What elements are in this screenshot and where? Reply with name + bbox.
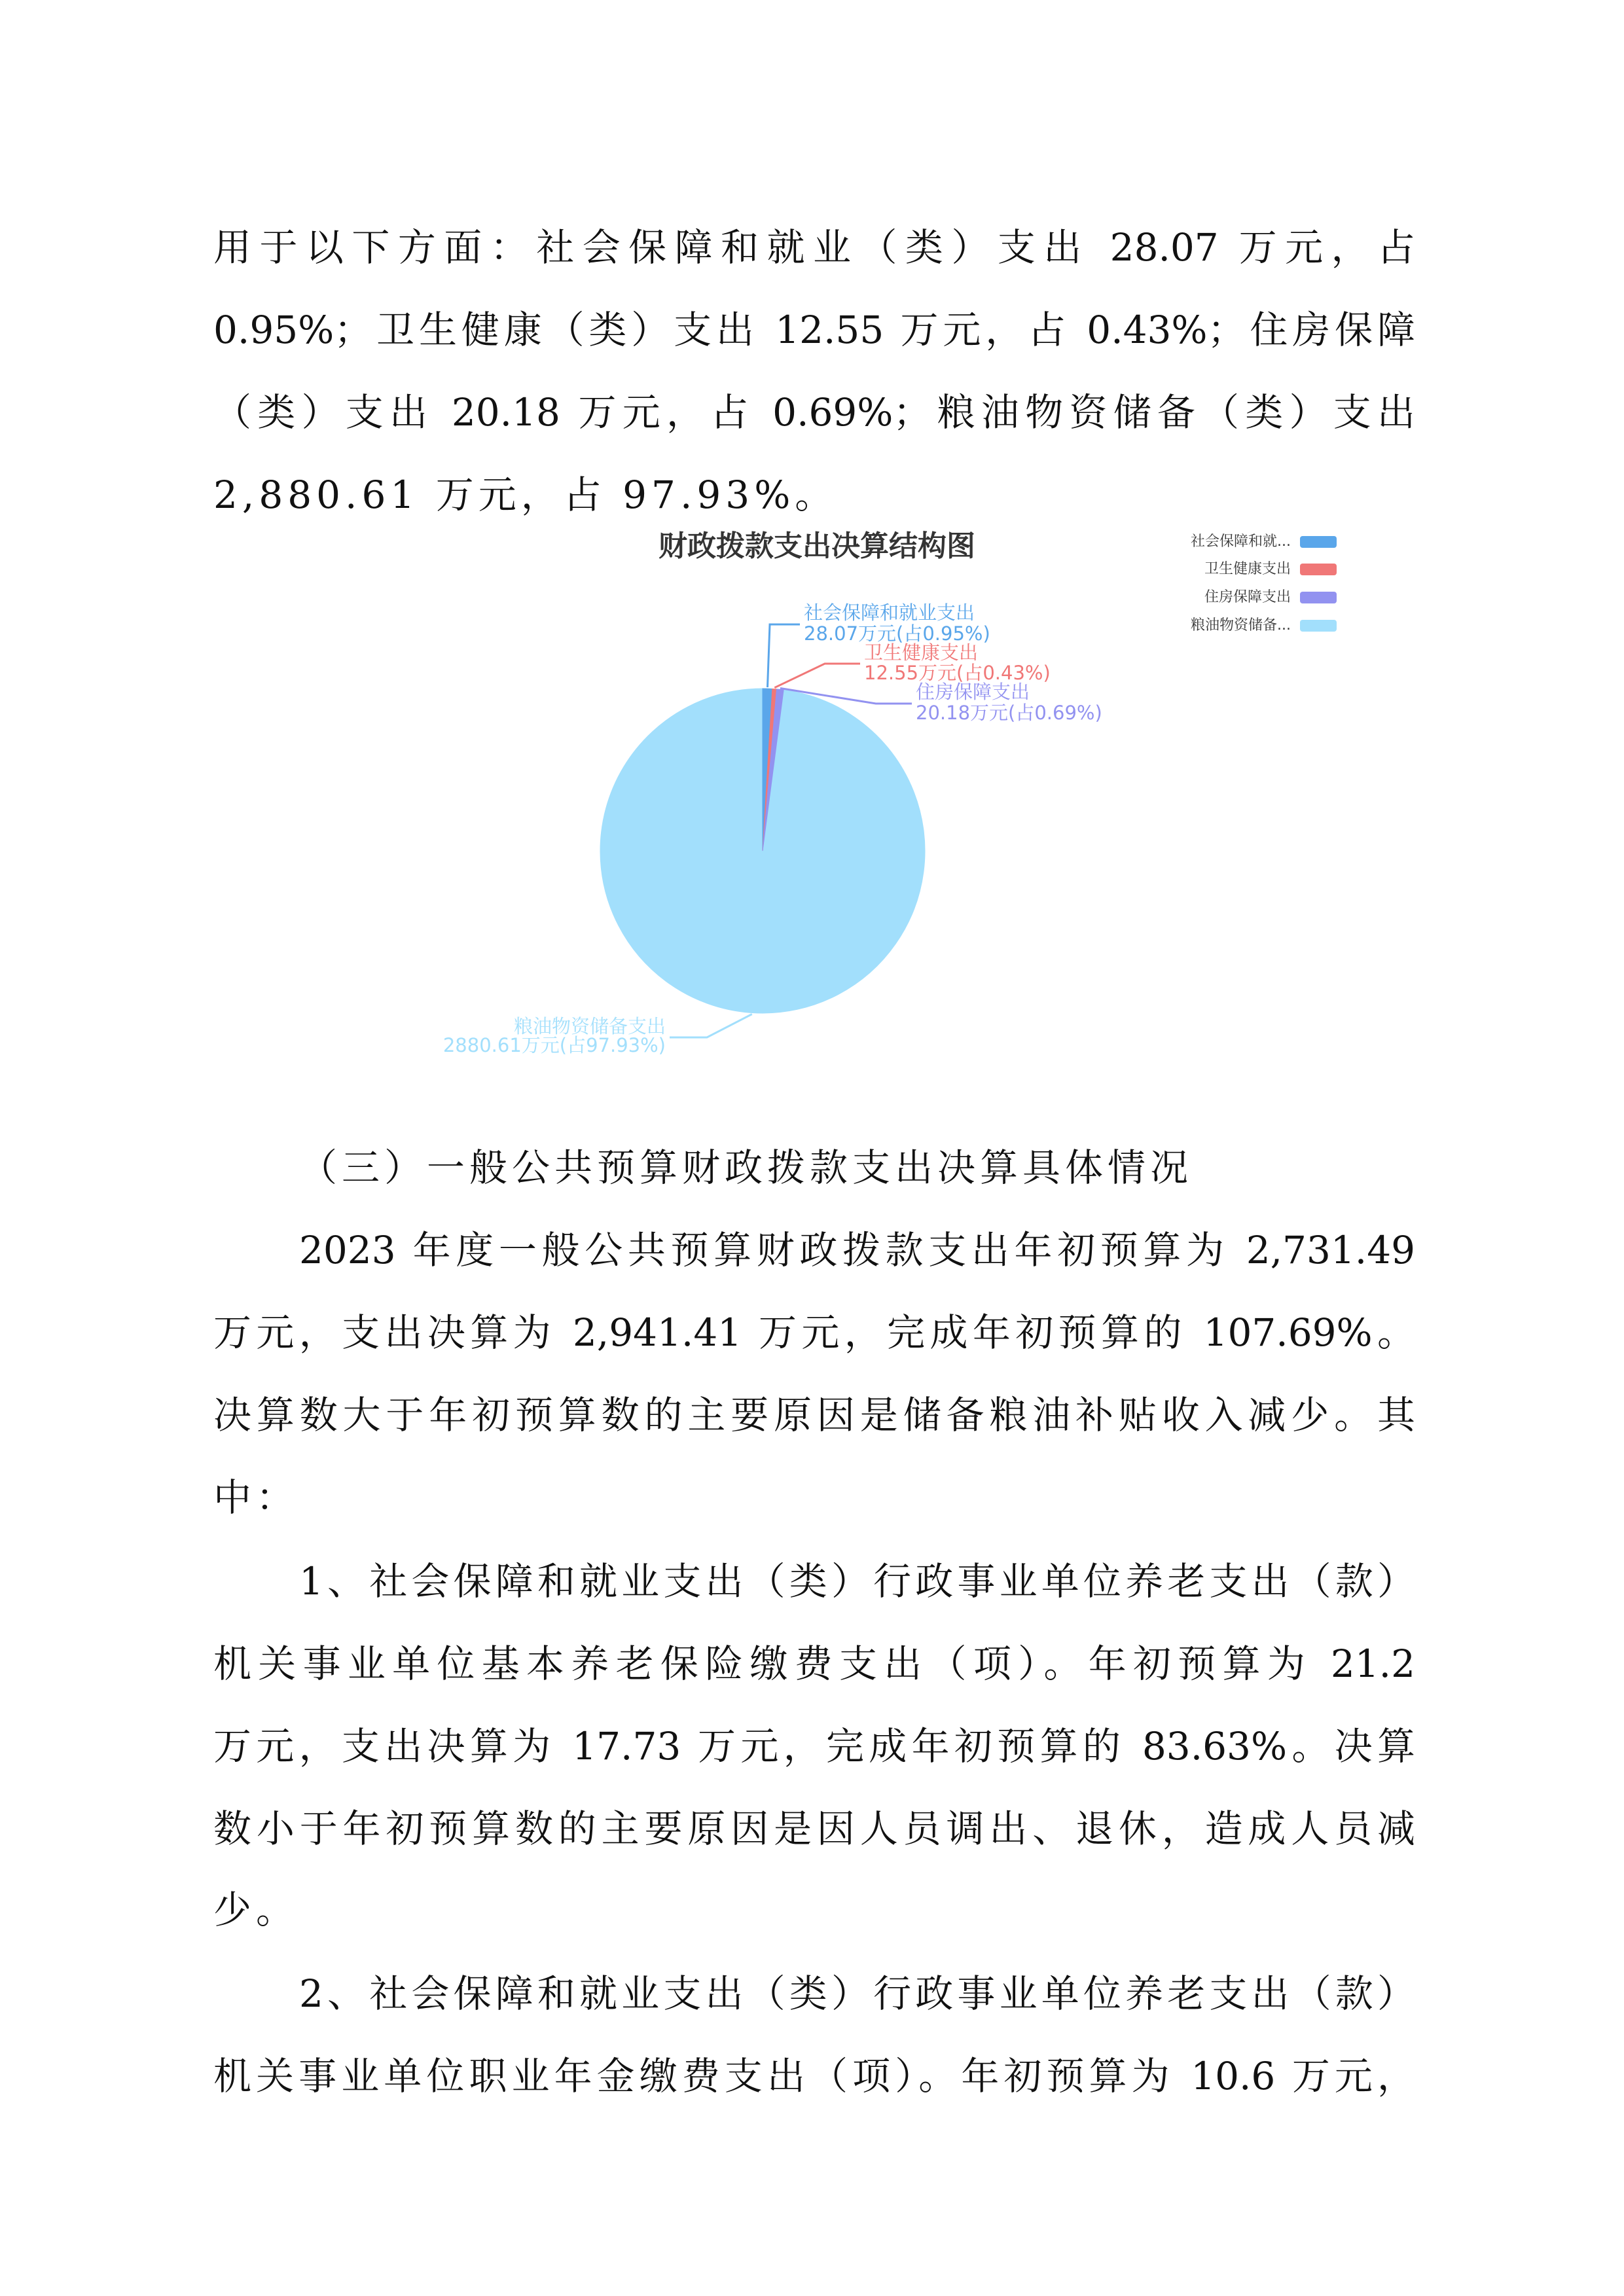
para1-line-3: （类）支出 20.18 万元，占 0.69%；粮油物资储备（类）支出 <box>213 390 1415 435</box>
data-label-health <box>864 641 1051 684</box>
para4-line-2: 机关事业单位职业年金缴费支出（项）。年初预算为 10.6 万元， <box>213 2054 1415 2098</box>
data-label-value: 2880.61万元(占97.93%) <box>442 1034 666 1056</box>
data-label-value: 12.55万元(占0.43%) <box>864 662 1051 684</box>
para2-line-4: 中： <box>213 1475 299 1520</box>
data-label-category: 卫生健康支出 <box>864 641 979 664</box>
pie-slices <box>600 689 925 1013</box>
para1-line-1: 用于以下方面：社会保障和就业（类）支出 28.07 万元，占 <box>213 225 1415 270</box>
para3-line-4: 数小于年初预算数的主要原因是因人员调出、退休，造成人员减 <box>213 1806 1415 1851</box>
legend-item-social-security[interactable] <box>1191 533 1337 550</box>
data-label-category: 住房保障支出 <box>916 681 1030 703</box>
leader-line-health <box>774 664 860 688</box>
legend-label: 卫生健康支出 <box>1204 561 1291 577</box>
pie-chart <box>0 0 1624 1113</box>
data-label-category: 社会保障和就业支出 <box>804 601 975 624</box>
legend-swatch <box>1300 536 1337 548</box>
para1-line-4: 2,880.61 万元，占 97.93%。 <box>213 473 838 517</box>
legend-label: 住房保障支出 <box>1204 589 1291 605</box>
para3-line-2: 机关事业单位基本养老保险缴费支出（项）。年初预算为 21.2 <box>213 1641 1415 1686</box>
legend-swatch <box>1300 564 1337 575</box>
legend-swatch <box>1300 620 1337 632</box>
leader-line-grain-oil-reserve <box>670 1014 752 1038</box>
legend-item-housing[interactable] <box>1204 589 1337 605</box>
para3-line-1: 1、社会保障和就业支出（类）行政事业单位养老支出（款） <box>299 1559 1415 1604</box>
data-label-value: 28.07万元(占0.95%) <box>804 622 990 645</box>
data-label-housing <box>916 681 1102 724</box>
data-label-social-security <box>804 601 990 645</box>
chart-legend <box>1191 533 1337 634</box>
para2-line-3: 决算数大于年初预算数的主要原因是储备粮油补贴收入减少。其 <box>213 1393 1415 1437</box>
para2-line-1: 2023 年度一般公共预算财政拨款支出年初预算为 2,731.49 <box>299 1228 1415 1272</box>
legend-swatch <box>1300 592 1337 603</box>
para1-line-2: 0.95%；卫生健康（类）支出 12.55 万元，占 0.43%；住房保障 <box>213 308 1415 352</box>
data-label-value: 20.18万元(占0.69%) <box>916 702 1102 724</box>
legend-label: 粮油物资储备... <box>1191 617 1291 634</box>
para3-line-5: 少。 <box>213 1888 299 1932</box>
data-label-category: 粮油物资储备支出 <box>513 1015 666 1037</box>
legend-label: 社会保障和就... <box>1191 533 1291 550</box>
chart-title: 财政拨款支出决算结构图 <box>659 529 975 563</box>
legend-item-grain-oil-reserve[interactable] <box>1191 617 1337 634</box>
legend-item-health[interactable] <box>1204 561 1337 577</box>
para4-line-1: 2、社会保障和就业支出（类）行政事业单位养老支出（款） <box>299 1971 1415 2016</box>
para3-line-3: 万元，支出决算为 17.73 万元，完成年初预算的 83.63%。决算 <box>213 1724 1415 1768</box>
data-label-grain-oil-reserve <box>443 1015 666 1056</box>
para2-line-2: 万元，支出决算为 2,941.41 万元，完成年初预算的 107.69%。 <box>213 1310 1415 1355</box>
section-heading: （三）一般公共预算财政拨款支出决算具体情况 <box>299 1145 1193 1190</box>
